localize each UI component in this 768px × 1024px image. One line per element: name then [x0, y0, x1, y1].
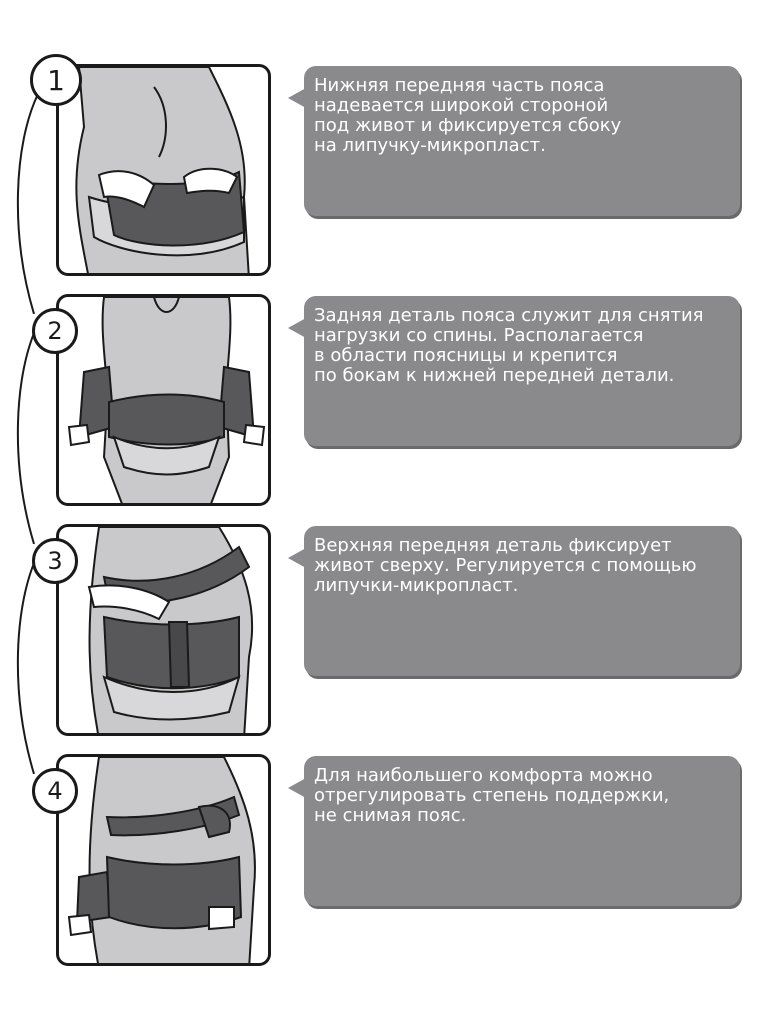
step-number-badge: 3: [32, 538, 78, 584]
step-1-description: Нижняя передняя часть пояса надевается широкой стороной под живот и фиксируется сбоку на липучку-микропласт.: [314, 75, 622, 156]
connector-arc: [8, 554, 48, 774]
step-1-illustration: [56, 64, 271, 276]
step-4-description-bubble: [304, 756, 740, 906]
step-3-illustration: [56, 524, 271, 736]
step-3: [0, 524, 768, 754]
belt-upper-front-illustration: [59, 527, 271, 736]
step-number-badge: 2: [32, 308, 78, 354]
belt-adjustment-illustration: [59, 757, 271, 966]
step-number-badge: 4: [32, 768, 78, 814]
connector-arc: [8, 324, 48, 544]
step-4-description: Для наибольшего комфорта можно отрегулировать степень поддержки, не снимая пояс.: [314, 765, 670, 826]
belt-back-part-illustration: [59, 297, 271, 506]
step-3-description: Верхняя передняя деталь фиксирует живот сверху. Регулируется с помощью липучки-микропласт.: [314, 535, 697, 596]
step-4-illustration: [56, 754, 271, 966]
connector-arc: [8, 94, 48, 314]
step-3-description-bubble: [304, 526, 740, 676]
step-2-description: Задняя деталь пояса служит для снятия нагрузки со спины. Располагается в области поясницы и крепится по бокам к нижней передней детали.: [314, 305, 704, 386]
step-1-description-bubble: [304, 66, 740, 216]
belt-lower-front-illustration: [59, 67, 271, 276]
step-2: [0, 294, 768, 524]
step-2-description-bubble: [304, 296, 740, 446]
step-4: [0, 754, 768, 984]
step-1: [0, 64, 768, 294]
step-2-illustration: [56, 294, 271, 506]
step-number-badge: 1: [30, 54, 82, 106]
